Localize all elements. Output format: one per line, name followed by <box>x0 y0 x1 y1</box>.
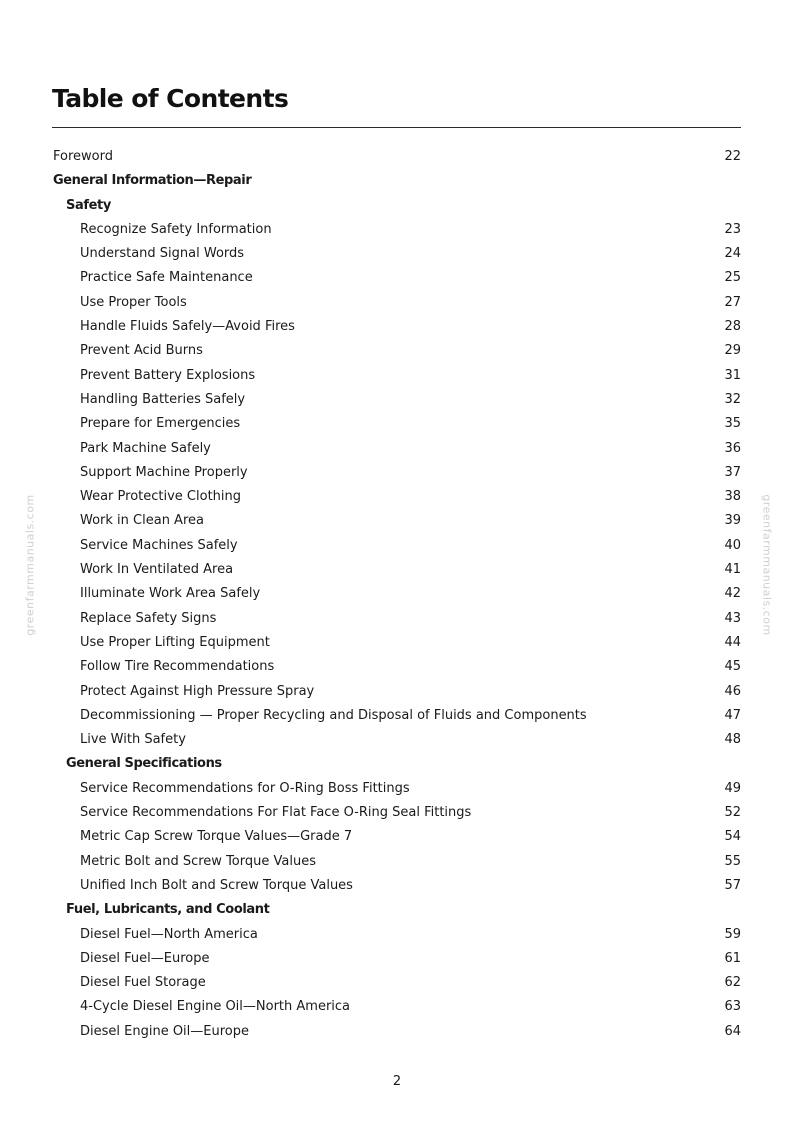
toc-entry-page: 35 <box>724 416 741 432</box>
toc-entry-label: Handling Batteries Safely <box>80 391 246 407</box>
toc-entry[interactable] <box>0 971 794 995</box>
toc-entry-label: Unified Inch Bolt and Screw Torque Values <box>80 877 353 893</box>
toc-entry[interactable] <box>0 680 794 704</box>
toc-section-heading <box>0 752 794 776</box>
toc-entry-label: Work In Ventilated Area <box>80 562 234 578</box>
toc-entry[interactable] <box>0 1020 794 1044</box>
toc-entry-page: 43 <box>724 610 741 626</box>
toc-entry[interactable] <box>0 947 794 971</box>
toc-entry[interactable] <box>0 339 794 363</box>
toc-entry[interactable] <box>0 485 794 509</box>
toc-entry-label: Service Recommendations for O-Ring Boss Fittings <box>80 780 410 796</box>
toc-entry-label: Illuminate Work Area Safely <box>80 586 261 602</box>
toc-entry[interactable] <box>0 364 794 388</box>
toc-entry-label: Park Machine Safely <box>80 440 211 456</box>
toc-entry-page: 42 <box>724 586 741 602</box>
toc-entry-label: Work in Clean Area <box>80 513 204 529</box>
toc-entry-page: 59 <box>724 926 741 942</box>
toc-entry-label: Recognize Safety Information <box>80 221 272 237</box>
page-number: 2 <box>392 1074 402 1089</box>
toc-entry-page: 31 <box>724 367 741 383</box>
toc-entry-label: Protect Against High Pressure Spray <box>80 683 315 699</box>
toc-entry-label: Diesel Engine Oil—Europe <box>80 1023 249 1039</box>
toc-entry-page: 40 <box>724 537 741 553</box>
toc-entry-label: Metric Bolt and Screw Torque Values <box>80 853 316 869</box>
toc-entry-page: 57 <box>724 877 741 893</box>
toc-entry[interactable] <box>0 995 794 1019</box>
toc-entry[interactable] <box>0 923 794 947</box>
toc-entry[interactable] <box>0 655 794 679</box>
toc-entry[interactable] <box>0 437 794 461</box>
toc-entry-page: 25 <box>724 270 741 286</box>
toc-entry-label: Follow Tire Recommendations <box>80 659 275 675</box>
toc-entry-label: Prevent Acid Burns <box>80 343 203 359</box>
toc-entry-label: Service Recommendations For Flat Face O-Ring Seal Fittings <box>80 805 472 821</box>
title-divider <box>52 127 741 128</box>
toc-entry-page: 54 <box>724 829 741 845</box>
toc-entry[interactable] <box>0 145 794 169</box>
toc-entry[interactable] <box>0 704 794 728</box>
toc-entry[interactable] <box>0 291 794 315</box>
toc-entry-page: 48 <box>724 732 741 748</box>
toc-entry[interactable] <box>0 874 794 898</box>
page-title: Table of Contents <box>52 84 289 113</box>
toc-entry[interactable] <box>0 242 794 266</box>
toc-entry-label: Support Machine Properly <box>80 464 248 480</box>
toc-entry[interactable] <box>0 412 794 436</box>
toc-entry[interactable] <box>0 534 794 558</box>
toc-entry-page: 23 <box>724 221 741 237</box>
toc-entry[interactable] <box>0 777 794 801</box>
toc-entry-label: 4-Cycle Diesel Engine Oil—North America <box>80 999 351 1015</box>
toc-entry-page: 49 <box>724 780 741 796</box>
toc-entry-page: 39 <box>724 513 741 529</box>
toc-entry-page: 36 <box>724 440 741 456</box>
toc-entry-page: 37 <box>724 464 741 480</box>
toc-entry[interactable] <box>0 315 794 339</box>
toc-entry-label: Diesel Fuel Storage <box>80 975 206 991</box>
toc-entry[interactable] <box>0 388 794 412</box>
toc-entry-page: 52 <box>724 805 741 821</box>
toc-entry-label: General Specifications <box>66 756 222 772</box>
toc-entry-page: 62 <box>724 975 741 991</box>
toc-entry-page: 47 <box>724 707 741 723</box>
toc-entry-page: 44 <box>724 634 741 650</box>
toc-entry[interactable] <box>0 825 794 849</box>
toc-entry-label: Foreword <box>53 149 113 164</box>
toc-entry[interactable] <box>0 801 794 825</box>
toc-entry-label: Decommissioning — Proper Recycling and Disposal of Fluids and Components <box>80 707 587 723</box>
toc-entry-page: 22 <box>724 149 741 164</box>
toc-entry-label: Service Machines Safely <box>80 537 238 553</box>
toc-entry-label: Handle Fluids Safely—Avoid Fires <box>80 319 295 335</box>
toc-entry-label: Replace Safety Signs <box>80 610 217 626</box>
toc-entry-label: Fuel, Lubricants, and Coolant <box>66 902 270 918</box>
toc-entry-page: 46 <box>724 683 741 699</box>
toc-entry-label: Diesel Fuel—Europe <box>80 950 210 966</box>
toc-entry-label: Live With Safety <box>80 732 186 748</box>
toc-entry-page: 32 <box>724 391 741 407</box>
toc-entry-label: General Information—Repair <box>53 173 252 189</box>
toc-entry-label: Safety <box>66 197 111 213</box>
toc-entry-label: Prevent Battery Explosions <box>80 367 256 383</box>
watermark-left: greenfarmmanuals.com <box>23 494 37 636</box>
watermark-right: greenfarmmanuals.com <box>760 494 774 636</box>
toc-list <box>0 145 794 1044</box>
toc-section-heading <box>0 898 794 922</box>
toc-entry-label: Metric Cap Screw Torque Values—Grade 7 <box>80 829 353 845</box>
toc-entry-page: 55 <box>724 853 741 869</box>
toc-entry-label: Use Proper Tools <box>80 294 187 310</box>
toc-entry-page: 45 <box>724 659 741 675</box>
toc-entry[interactable] <box>0 582 794 606</box>
toc-entry-label: Use Proper Lifting Equipment <box>80 634 270 650</box>
toc-entry-label: Prepare for Emergencies <box>80 416 241 432</box>
toc-entry-page: 28 <box>724 319 741 335</box>
toc-section-heading <box>0 169 794 193</box>
toc-entry-page: 63 <box>724 999 741 1015</box>
toc-entry[interactable] <box>0 607 794 631</box>
toc-entry-label: Wear Protective Clothing <box>80 489 242 505</box>
toc-entry[interactable] <box>0 631 794 655</box>
toc-entry-page: 61 <box>724 950 741 966</box>
toc-entry-page: 38 <box>724 489 741 505</box>
toc-entry-page: 64 <box>724 1023 741 1039</box>
toc-entry-page: 29 <box>724 343 741 359</box>
toc-entry[interactable] <box>0 558 794 582</box>
toc-entry[interactable] <box>0 218 794 242</box>
toc-entry[interactable] <box>0 509 794 533</box>
toc-entry[interactable] <box>0 728 794 752</box>
toc-entry-label: Understand Signal Words <box>80 246 245 262</box>
toc-entry-page: 27 <box>724 294 741 310</box>
toc-section-heading <box>0 194 794 218</box>
toc-entry-page: 24 <box>724 246 741 262</box>
toc-entry-page: 41 <box>724 562 741 578</box>
toc-entry[interactable] <box>0 266 794 290</box>
toc-entry-label: Diesel Fuel—North America <box>80 926 258 942</box>
toc-entry[interactable] <box>0 461 794 485</box>
toc-entry[interactable] <box>0 850 794 874</box>
toc-entry-label: Practice Safe Maintenance <box>80 270 253 286</box>
